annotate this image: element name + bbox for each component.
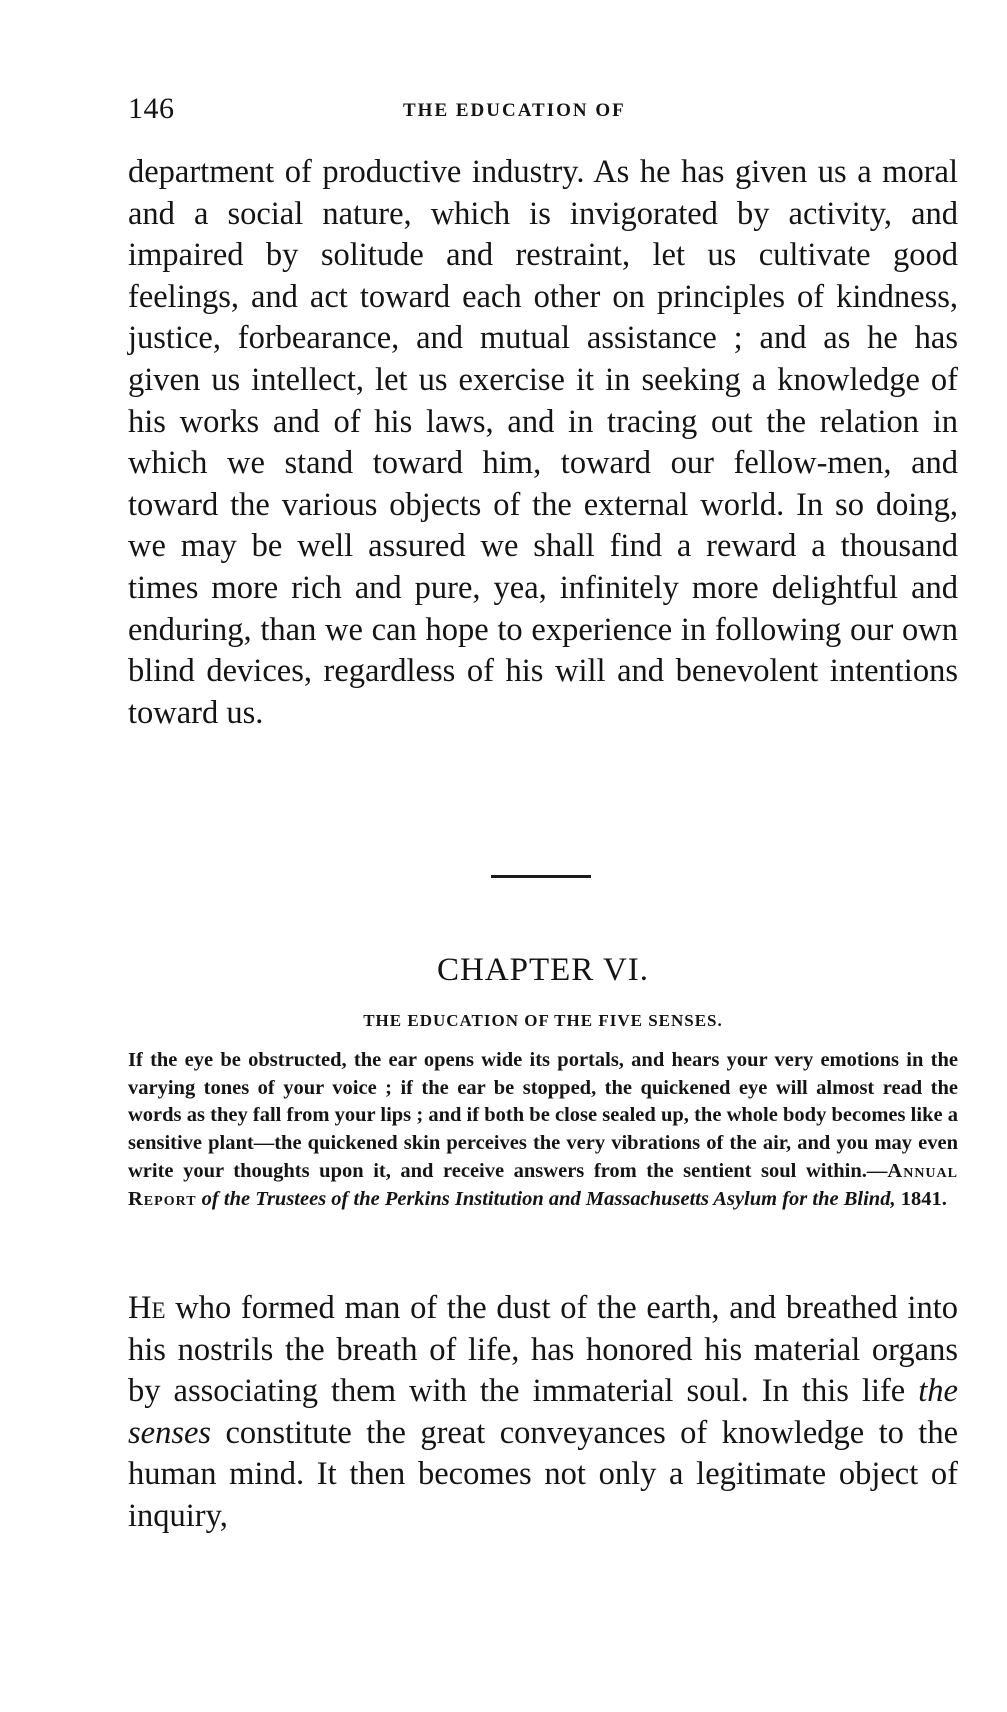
- chapter-subtitle: THE EDUCATION OF THE FIVE SENSES.: [363, 1011, 723, 1030]
- epigraph-source-title: Annual Report: [128, 1159, 958, 1210]
- epigraph: [128, 1047, 958, 1213]
- epigraph-source-detail: of the Trustees of the Perkins Institution and Massachusetts Asylum for the Blind,: [196, 1187, 896, 1210]
- chapter-opening-paragraph: [128, 1288, 958, 1538]
- opening-word: He: [128, 1290, 166, 1326]
- paragraph-text-1: who formed man of the dust of the earth, and breathed into his nostrils the breath of life, has honored his material organs by associating them with the immaterial soul. In this life: [128, 1290, 958, 1410]
- paragraph-continued: department of productive industry. As he has given us a moral and a social nature, which is invigorated by activity, and impaired by solitude and restraint, let us cultivate good feelings, and act toward each other on principles of kindness, justice, forbearance, and mutual assistance ; and as he has given us intellect, let us exercise it in seeking a knowledge of his works and of his laws, and in tracing out the relation in which we stand toward him, toward our fellow-men, and toward the various objects of the external world. In so doing, we may be well assured we shall find a reward a thousand times more rich and pure, yea, infinitely more delightful and enduring, than we can hope to experience in following our own blind devices, regardless of his will and benevolent intentions toward us.: [128, 154, 958, 731]
- epigraph-quote: If the eye be obstructed, the ear opens wide its portals, and hears your very emotions in the varying tones of your voice ; if the ear be stopped, the quickened eye will almost read the words as they fall from your lips ; and if both be close sealed up, the whole body becomes like a sensitive plant—the quickened skin perceives the very vibrations of the air, and you may even write your thoughts upon it, and receive answers from the sentient soul within.—: [128, 1049, 958, 1182]
- page-header: [128, 92, 958, 132]
- epigraph-year: 1841.: [895, 1187, 947, 1210]
- chapter-title: CHAPTER VI.: [436, 952, 650, 988]
- page-number: 146: [128, 92, 175, 125]
- running-head: THE EDUCATION OF: [403, 100, 626, 121]
- section-divider: [491, 875, 591, 878]
- paragraph-text-2: constitute the great conveyances of knowledge to the human mind. It then becomes not only a legitimate object of inquiry,: [128, 1414, 958, 1534]
- paragraph-emphasis: the senses: [128, 1373, 958, 1451]
